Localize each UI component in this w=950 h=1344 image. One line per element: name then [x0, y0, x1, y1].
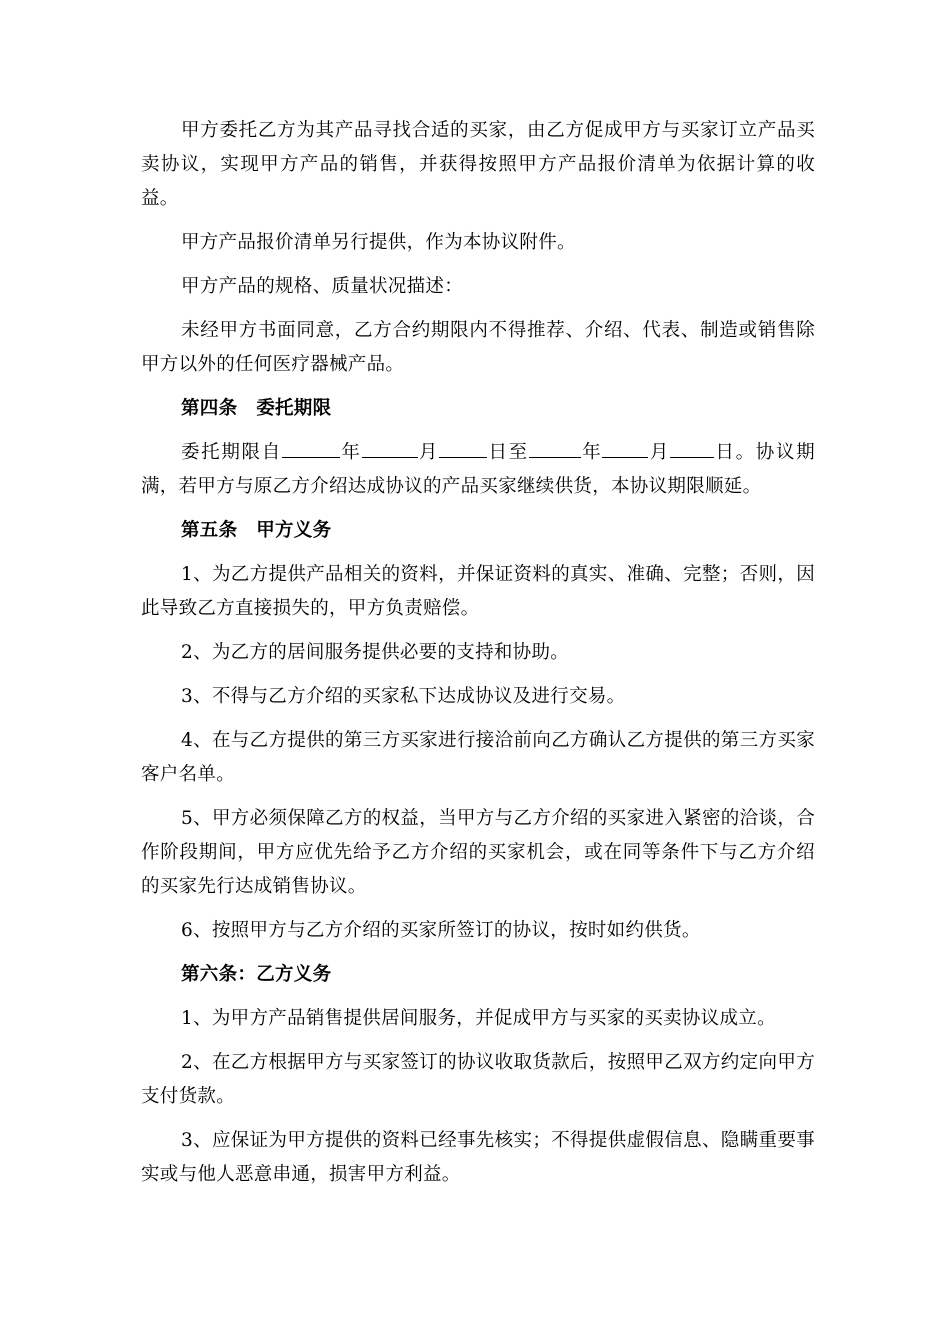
- article-5-heading: 第五条 甲方义务: [181, 520, 332, 541]
- article-6-item-1: 1、为甲方产品销售提供居间服务，并促成甲方与买家的买卖协议成立。: [181, 1008, 776, 1029]
- term-prefix: 委托期限自: [181, 442, 282, 463]
- end-month-blank: [602, 439, 648, 458]
- paragraph-price-list: 甲方产品报价清单另行提供，作为本协议附件。: [181, 232, 576, 253]
- article-6-item-3: 3、应保证为甲方提供的资料已经事先核实；不得提供虚假信息、隐瞒重要事实或与他人恶意串通，损害甲方利益。: [141, 1130, 815, 1185]
- article-5-item-3: 3、不得与乙方介绍的买家私下达成协议及进行交易。: [181, 686, 626, 707]
- start-day-blank: [439, 439, 487, 458]
- start-month-blank: [362, 439, 418, 458]
- paragraph-specifications: 甲方产品的规格、质量状况描述：: [181, 276, 464, 297]
- paragraph-commission: 甲方委托乙方为其产品寻找合适的买家，由乙方促成甲方与买家订立产品买卖协议，实现甲方产品的销售，并获得按照甲方产品报价清单为依据计算的收益。: [141, 120, 815, 209]
- article-6-item-2: 2、在乙方根据甲方与买家签订的协议收取货款后，按照甲乙双方约定向甲方支付货款。: [141, 1052, 815, 1107]
- start-year-blank: [282, 439, 340, 458]
- article-4-term: [141, 436, 815, 504]
- month-label-1: 月: [417, 442, 440, 463]
- month-label-2: 月: [648, 442, 671, 463]
- paragraph-exclusivity: 未经甲方书面同意，乙方合约期限内不得推荐、介绍、代表、制造或销售除甲方以外的任何医疗器械产品。: [141, 320, 815, 375]
- year-label-2: 年: [580, 442, 603, 463]
- article-4-heading: 第四条 委托期限: [181, 398, 332, 419]
- article-6-heading: 第六条：乙方义务: [181, 964, 332, 985]
- article-5-item-1: 1、为乙方提供产品相关的资料，并保证资料的真实、准确、完整；否则，因此导致乙方直接损失的，甲方负责赔偿。: [141, 564, 815, 619]
- year-label-1: 年: [339, 442, 362, 463]
- end-year-blank: [529, 439, 581, 458]
- article-5-item-6: 6、按照甲方与乙方介绍的买家所签订的协议，按时如约供货。: [181, 920, 701, 941]
- article-5-item-2: 2、为乙方的居间服务提供必要的支持和协助。: [181, 642, 570, 663]
- end-day-blank: [670, 439, 714, 458]
- article-5-item-5: 5、甲方必须保障乙方的权益，当甲方与乙方介绍的买家进入紧密的洽谈，合作阶段期间，甲方应优先给予乙方介绍的买家机会，或在同等条件下与乙方介绍的买家先行达成销售协议。: [141, 808, 815, 897]
- term-suffix: 日。协议期满，若甲方与原乙方介绍达成协议的产品买家继续供货，本协议期限顺延。: [141, 442, 815, 497]
- article-5-item-4: 4、在与乙方提供的第三方买家进行接洽前向乙方确认乙方提供的第三方买家客户名单。: [141, 730, 815, 785]
- day-to-label: 日至: [487, 442, 529, 463]
